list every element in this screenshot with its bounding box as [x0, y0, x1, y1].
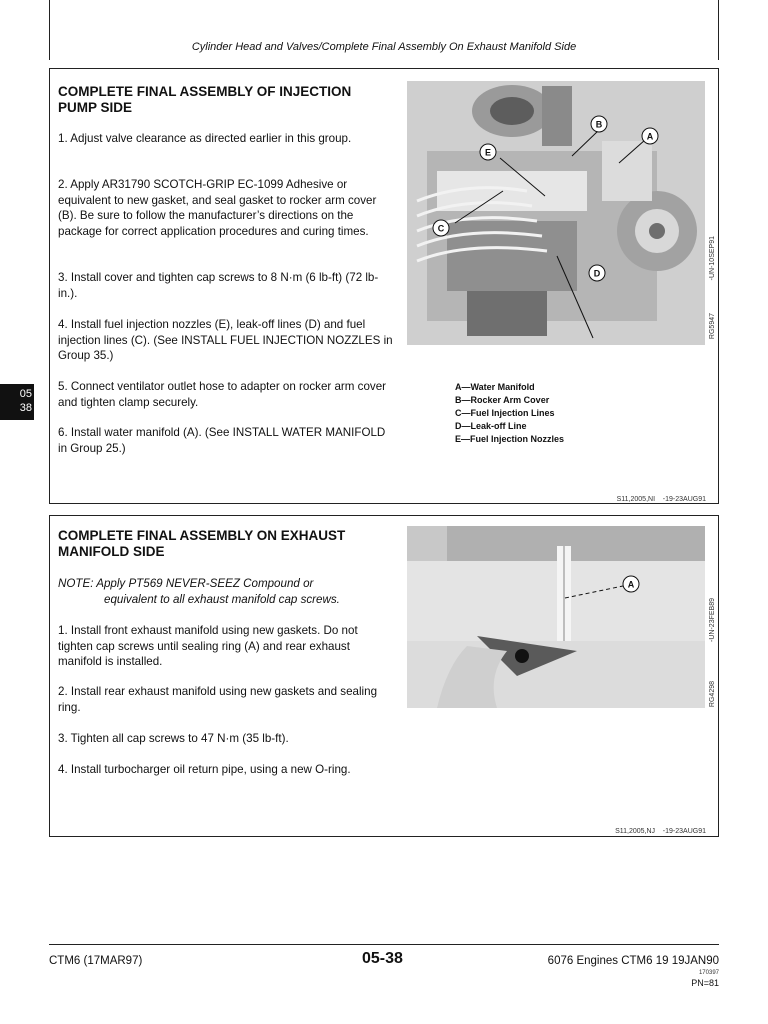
footer-engine-ref: 6076 Engines CTM6 19 19JAN90 — [547, 955, 719, 967]
callout-e: E — [484, 147, 492, 158]
section-tab-line2: 38 — [19, 402, 32, 414]
reference-code: S11,2005,NI -19-23AUG91 — [616, 496, 706, 503]
footer-pn: PN=81 — [691, 978, 719, 988]
step-3: 3. Tighten all cap screws to 47 N·m (35 lb-ft). — [58, 732, 289, 745]
step-1: 1. Adjust valve clearance as directed earlier in this group. — [58, 132, 352, 145]
footer-manual-id: CTM6 (17MAR97) — [49, 955, 143, 967]
step-5: 5. Connect ventilator outlet hose to adapter on rocker arm cover and tighten clamp securely. — [58, 380, 387, 409]
step-4: 4. Install turbocharger oil return pipe, using a new O-ring. — [58, 763, 351, 776]
photo-code-un-10sep91: -UN-10SEP91 — [709, 236, 716, 281]
section-tab-line1: 05 — [19, 388, 32, 400]
legend-item: D—Leak-off Line — [455, 421, 527, 431]
engine-photo-injection-side — [407, 81, 705, 345]
step-3: 3. Install cover and tighten cap screws to 8 N·m (6 lb-ft) (72 lb-in.). — [58, 271, 379, 300]
reference-code: S11,2005,NJ -19-23AUG91 — [615, 828, 706, 835]
note-line-2: equivalent to all exhaust manifold cap screws. — [104, 592, 340, 606]
section-tab — [0, 384, 34, 420]
step-4: 4. Install fuel injection nozzles (E), leak-off lines (D) and fuel injection lines (C). (See INSTALL FUEL INJECTION NOZZLES in Group 35.) — [58, 318, 393, 363]
legend-item: B—Rocker Arm Cover — [455, 395, 550, 405]
section-exhaust-manifold-side — [49, 515, 719, 837]
footer-rule — [49, 944, 719, 945]
photo-code-rg4298: RG4298 — [709, 681, 716, 708]
step-2: 2. Apply AR31790 SCOTCH-GRIP EC-1099 Adhesive or equivalent to new gasket, and seal gasket to rocker arm cover (B). Be sure to follow the manufacturer’s directions on the package for correct application procedures and curing times. — [58, 178, 377, 238]
page-number: 05-38 — [362, 950, 403, 967]
callout-d: D — [593, 268, 601, 279]
legend-item: E—Fuel Injection Nozzles — [455, 434, 565, 444]
engine-illustration — [407, 81, 705, 345]
legend-item: C—Fuel Injection Lines — [455, 408, 555, 418]
section-injection-pump-side — [49, 68, 719, 504]
exhaust-manifold-photo — [407, 526, 705, 708]
legend-item: A—Water Manifold — [455, 382, 535, 392]
callout-c: C — [437, 223, 445, 234]
note-line-1: NOTE: Apply PT569 NEVER-SEEZ Compound or — [58, 577, 314, 590]
section-title: COMPLETE FINAL ASSEMBLY ON EXHAUST MANIFOLD SIDE — [58, 528, 346, 559]
step-6: 6. Install water manifold (A). (See INSTALL WATER MANIFOLD in Group 25.) — [58, 426, 386, 455]
step-1: 1. Install front exhaust manifold using new gaskets. Do not tighten cap screws until sealing ring (A) and rear exhaust manifold is installed. — [58, 624, 358, 669]
photo-code-un-23feb89: -UN-23FEB89 — [709, 598, 716, 642]
footer-small-code: 170397 — [698, 970, 719, 976]
callout-a: A — [627, 579, 635, 590]
note — [58, 576, 393, 607]
photo-code-rg5947: RG5947 — [709, 313, 716, 340]
step-2: 2. Install rear exhaust manifold using new gaskets and sealing ring. — [58, 685, 378, 714]
exhaust-manifold-illustration — [407, 526, 705, 708]
legend — [455, 381, 564, 446]
running-head: Cylinder Head and Valves/Complete Final Assembly On Exhaust Manifold Side — [191, 41, 577, 53]
callout-b: B — [595, 119, 603, 130]
section-title: COMPLETE FINAL ASSEMBLY OF INJECTION PUMP SIDE — [58, 84, 352, 115]
callout-a: A — [646, 131, 654, 142]
